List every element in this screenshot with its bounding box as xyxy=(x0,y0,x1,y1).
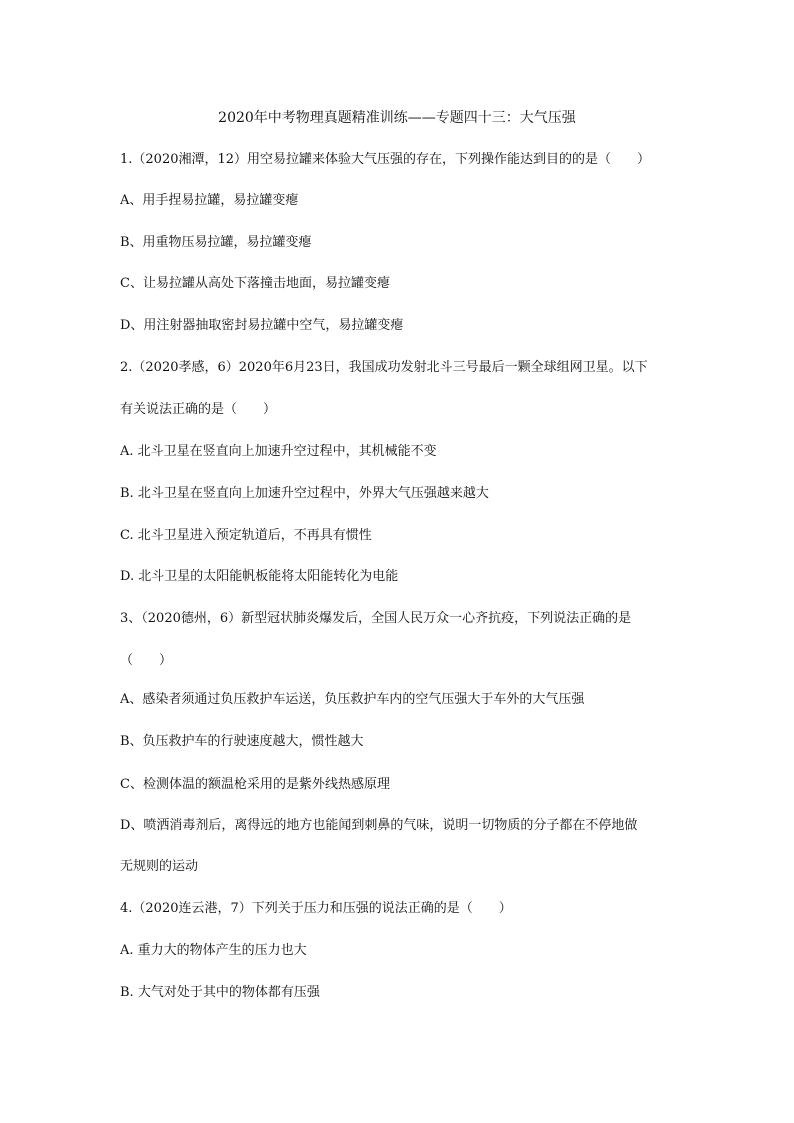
question-4-option-a: A. 重力大的物体产生的压力也大 xyxy=(120,943,307,958)
question-4-option-b: B. 大气对处于其中的物体都有压强 xyxy=(120,985,320,1000)
question-3-option-a: A、感染者须通过负压救护车运送，负压救护车内的空气压强大于车外的大气压强 xyxy=(120,692,585,707)
question-2-option-a: A. 北斗卫星在竖直向上加速升空过程中，其机械能不变 xyxy=(120,444,437,459)
question-1-option-d: D、用注射器抽取密封易拉罐中空气，易拉罐变瘪 xyxy=(120,318,404,333)
question-3-option-d-line-1: D、喷洒消毒剂后，离得远的地方也能闻到刺鼻的气味，说明一切物质的分子都在不停地做 xyxy=(120,818,638,833)
question-3-option-c: C、检测体温的额温枪采用的是紫外线热感原理 xyxy=(120,777,390,792)
question-2-option-d: D. 北斗卫星的太阳能帆板能将太阳能转化为电能 xyxy=(120,569,399,584)
question-1-stem: 1.（2020湘潭，12）用空易拉罐来体验大气压强的存在，下列操作能达到目的的是（ ） xyxy=(120,152,651,167)
question-2-option-c: C. 北斗卫星进入预定轨道后，不再具有惯性 xyxy=(120,528,372,543)
question-2-option-b: B. 北斗卫星在竖直向上加速升空过程中，外界大气压强越来越大 xyxy=(120,486,489,501)
question-3-option-d-line-2: 无规则的运动 xyxy=(120,859,199,874)
question-2-stem-line-1: 2.（2020孝感，6）2020年6月23日，我国成功发射北斗三号最后一颗全球组网卫星。以下 xyxy=(120,360,648,375)
question-2-stem-line-2: 有关说法正确的是（ ） xyxy=(120,402,277,417)
question-1-option-b: B、用重物压易拉罐，易拉罐变瘪 xyxy=(120,235,312,250)
question-3-stem-line-1: 3、（2020德州，6）新型冠状肺炎爆发后，全国人民万众一心齐抗疫，下列说法正确的是 xyxy=(120,611,632,626)
document-title: 2020年中考物理真题精准训练——专题四十三：大气压强 xyxy=(218,110,576,126)
question-1-option-c: C、让易拉罐从高处下落撞击地面，易拉罐变瘪 xyxy=(120,276,390,291)
question-1-option-a: A、用手捏易拉罐，易拉罐变瘪 xyxy=(120,193,299,208)
question-3-stem-line-2: （ ） xyxy=(120,653,173,668)
question-4-stem: 4.（2020连云港，7）下列关于压力和压强的说法正确的是（ ） xyxy=(120,901,512,916)
question-3-option-b: B、负压救护车的行驶速度越大，惯性越大 xyxy=(120,734,364,749)
